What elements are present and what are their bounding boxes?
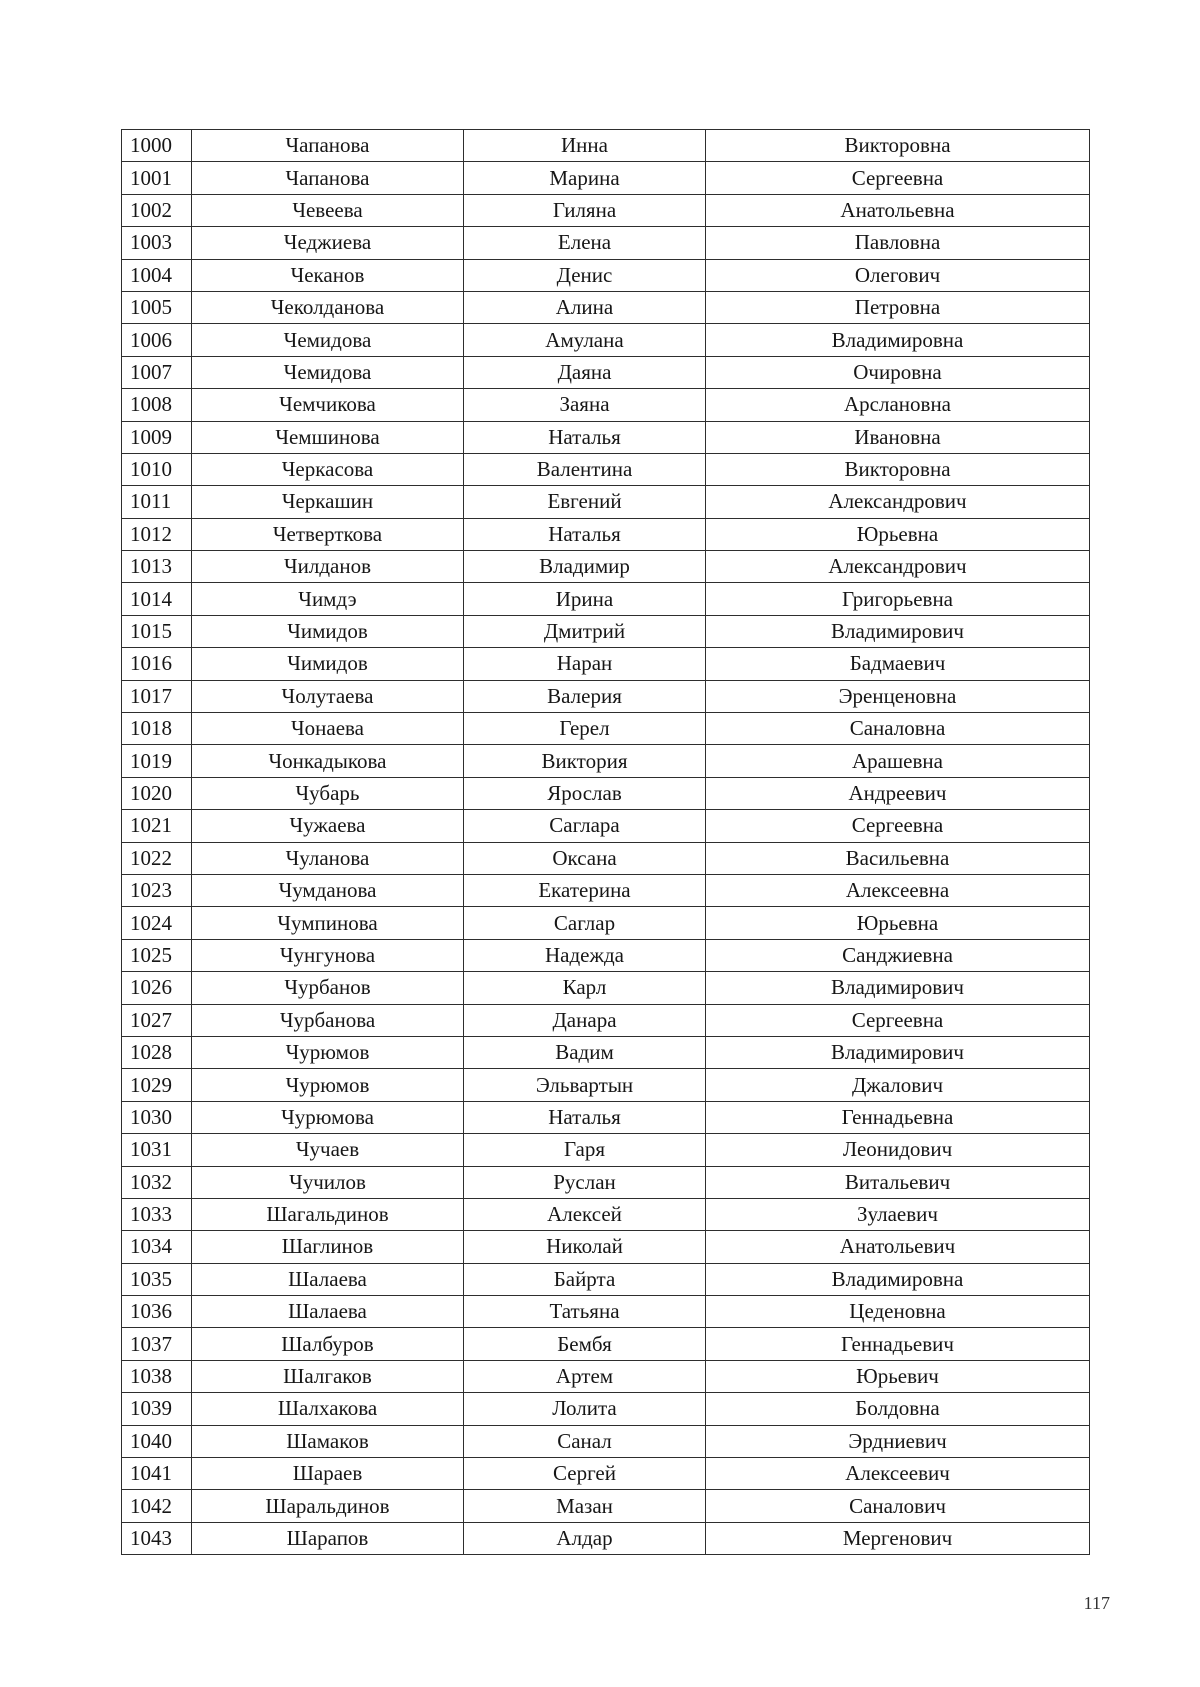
table-row: [122, 583, 1090, 615]
row-number: 1011: [122, 486, 192, 518]
row-number: 1012: [122, 518, 192, 550]
table-row: [122, 1328, 1090, 1360]
table-row: [122, 810, 1090, 842]
first-name-cell: Ярослав: [464, 777, 706, 809]
row-number: 1008: [122, 389, 192, 421]
surname-cell: Шаральдинов: [192, 1490, 464, 1522]
surname-cell: Черкасова: [192, 453, 464, 485]
row-number: 1043: [122, 1522, 192, 1554]
surname-cell: Чонаева: [192, 713, 464, 745]
patronymic-cell: Геннадьевич: [706, 1328, 1090, 1360]
patronymic-cell: Алексеевич: [706, 1458, 1090, 1490]
table-row: [122, 551, 1090, 583]
surname-cell: Черкашин: [192, 486, 464, 518]
first-name-cell: Владимир: [464, 551, 706, 583]
patronymic-cell: Эренценовна: [706, 680, 1090, 712]
first-name-cell: Вадим: [464, 1036, 706, 1068]
table-row: [122, 389, 1090, 421]
table-row: [122, 1231, 1090, 1263]
patronymic-cell: Викторовна: [706, 130, 1090, 162]
table-row: [122, 1522, 1090, 1554]
table-row: [122, 1263, 1090, 1295]
table-row: [122, 1296, 1090, 1328]
surname-cell: Чимидов: [192, 648, 464, 680]
surname-cell: Чурюмов: [192, 1069, 464, 1101]
surname-cell: Чучилов: [192, 1166, 464, 1198]
table-row: [122, 259, 1090, 291]
row-number: 1013: [122, 551, 192, 583]
row-number: 1032: [122, 1166, 192, 1198]
first-name-cell: Байрта: [464, 1263, 706, 1295]
surname-cell: Шамаков: [192, 1425, 464, 1457]
table-row: [122, 972, 1090, 1004]
patronymic-cell: Арашевна: [706, 745, 1090, 777]
table-row: [122, 1458, 1090, 1490]
surname-cell: Чемидова: [192, 356, 464, 388]
table-row: [122, 777, 1090, 809]
patronymic-cell: Андреевич: [706, 777, 1090, 809]
patronymic-cell: Эрдниевич: [706, 1425, 1090, 1457]
row-number: 1002: [122, 194, 192, 226]
table-row: [122, 713, 1090, 745]
first-name-cell: Виктория: [464, 745, 706, 777]
row-number: 1039: [122, 1393, 192, 1425]
roster-table-body: [122, 130, 1090, 1555]
first-name-cell: Герел: [464, 713, 706, 745]
patronymic-cell: Сергеевна: [706, 1004, 1090, 1036]
surname-cell: Чимидов: [192, 615, 464, 647]
surname-cell: Чурюмова: [192, 1101, 464, 1133]
first-name-cell: Артем: [464, 1360, 706, 1392]
first-name-cell: Марина: [464, 162, 706, 194]
patronymic-cell: Арслановна: [706, 389, 1090, 421]
row-number: 1036: [122, 1296, 192, 1328]
surname-cell: Чолутаева: [192, 680, 464, 712]
first-name-cell: Амулана: [464, 324, 706, 356]
first-name-cell: Наталья: [464, 421, 706, 453]
surname-cell: Шагальдинов: [192, 1198, 464, 1230]
first-name-cell: Татьяна: [464, 1296, 706, 1328]
surname-cell: Чумданова: [192, 874, 464, 906]
patronymic-cell: Санджиевна: [706, 939, 1090, 971]
row-number: 1007: [122, 356, 192, 388]
row-number: 1041: [122, 1458, 192, 1490]
first-name-cell: Наталья: [464, 518, 706, 550]
first-name-cell: Сергей: [464, 1458, 706, 1490]
first-name-cell: Николай: [464, 1231, 706, 1263]
surname-cell: Чапанова: [192, 130, 464, 162]
patronymic-cell: Викторовна: [706, 453, 1090, 485]
row-number: 1021: [122, 810, 192, 842]
first-name-cell: Надежда: [464, 939, 706, 971]
row-number: 1015: [122, 615, 192, 647]
patronymic-cell: Александрович: [706, 486, 1090, 518]
first-name-cell: Саглар: [464, 907, 706, 939]
table-row: [122, 907, 1090, 939]
surname-cell: Чимдэ: [192, 583, 464, 615]
patronymic-cell: Сергеевна: [706, 810, 1090, 842]
patronymic-cell: Геннадьевна: [706, 1101, 1090, 1133]
row-number: 1000: [122, 130, 192, 162]
first-name-cell: Ирина: [464, 583, 706, 615]
row-number: 1022: [122, 842, 192, 874]
first-name-cell: Бембя: [464, 1328, 706, 1360]
patronymic-cell: Юрьевич: [706, 1360, 1090, 1392]
first-name-cell: Руслан: [464, 1166, 706, 1198]
row-number: 1037: [122, 1328, 192, 1360]
first-name-cell: Елена: [464, 227, 706, 259]
table-row: [122, 1004, 1090, 1036]
first-name-cell: Валерия: [464, 680, 706, 712]
patronymic-cell: Мергенович: [706, 1522, 1090, 1554]
patronymic-cell: Болдовна: [706, 1393, 1090, 1425]
first-name-cell: Гаря: [464, 1134, 706, 1166]
table-row: [122, 1036, 1090, 1068]
first-name-cell: Наталья: [464, 1101, 706, 1133]
row-number: 1029: [122, 1069, 192, 1101]
first-name-cell: Саглара: [464, 810, 706, 842]
table-row: [122, 680, 1090, 712]
patronymic-cell: Зулаевич: [706, 1198, 1090, 1230]
patronymic-cell: Васильевна: [706, 842, 1090, 874]
surname-cell: Чунгунова: [192, 939, 464, 971]
first-name-cell: Даяна: [464, 356, 706, 388]
table-row: [122, 648, 1090, 680]
surname-cell: Чемчикова: [192, 389, 464, 421]
row-number: 1017: [122, 680, 192, 712]
first-name-cell: Алексей: [464, 1198, 706, 1230]
surname-cell: Чеканов: [192, 259, 464, 291]
row-number: 1006: [122, 324, 192, 356]
row-number: 1009: [122, 421, 192, 453]
table-row: [122, 130, 1090, 162]
row-number: 1018: [122, 713, 192, 745]
patronymic-cell: Витальевич: [706, 1166, 1090, 1198]
table-row: [122, 453, 1090, 485]
surname-cell: Шалбуров: [192, 1328, 464, 1360]
first-name-cell: Данара: [464, 1004, 706, 1036]
surname-cell: Четверткова: [192, 518, 464, 550]
patronymic-cell: Юрьевна: [706, 518, 1090, 550]
surname-cell: Чучаев: [192, 1134, 464, 1166]
table-row: [122, 1069, 1090, 1101]
row-number: 1033: [122, 1198, 192, 1230]
surname-cell: Чемшинова: [192, 421, 464, 453]
surname-cell: Шарапов: [192, 1522, 464, 1554]
patronymic-cell: Цеденовна: [706, 1296, 1090, 1328]
surname-cell: Чилданов: [192, 551, 464, 583]
table-row: [122, 1134, 1090, 1166]
first-name-cell: Екатерина: [464, 874, 706, 906]
patronymic-cell: Джалович: [706, 1069, 1090, 1101]
row-number: 1010: [122, 453, 192, 485]
surname-cell: Шалаева: [192, 1296, 464, 1328]
row-number: 1023: [122, 874, 192, 906]
first-name-cell: Алина: [464, 291, 706, 323]
table-row: [122, 227, 1090, 259]
patronymic-cell: Владимирович: [706, 1036, 1090, 1068]
surname-cell: Чеколданова: [192, 291, 464, 323]
surname-cell: Шалгаков: [192, 1360, 464, 1392]
patronymic-cell: Саналовна: [706, 713, 1090, 745]
table-row: [122, 1198, 1090, 1230]
surname-cell: Шалаева: [192, 1263, 464, 1295]
table-row: [122, 421, 1090, 453]
row-number: 1001: [122, 162, 192, 194]
row-number: 1042: [122, 1490, 192, 1522]
patronymic-cell: Владимировна: [706, 1263, 1090, 1295]
first-name-cell: Валентина: [464, 453, 706, 485]
patronymic-cell: Бадмаевич: [706, 648, 1090, 680]
row-number: 1020: [122, 777, 192, 809]
surname-cell: Чурбанов: [192, 972, 464, 1004]
patronymic-cell: Владимирович: [706, 615, 1090, 647]
table-row: [122, 1393, 1090, 1425]
row-number: 1026: [122, 972, 192, 1004]
surname-cell: Чужаева: [192, 810, 464, 842]
first-name-cell: Лолита: [464, 1393, 706, 1425]
surname-cell: Чуланова: [192, 842, 464, 874]
table-row: [122, 162, 1090, 194]
table-row: [122, 1360, 1090, 1392]
surname-cell: Чапанова: [192, 162, 464, 194]
table-row: [122, 291, 1090, 323]
table-row: [122, 324, 1090, 356]
patronymic-cell: Алексеевна: [706, 874, 1090, 906]
first-name-cell: Наран: [464, 648, 706, 680]
table-row: [122, 1425, 1090, 1457]
row-number: 1034: [122, 1231, 192, 1263]
page-number: 117: [1083, 1593, 1110, 1613]
table-row: [122, 486, 1090, 518]
table-row: [122, 194, 1090, 226]
first-name-cell: Мазан: [464, 1490, 706, 1522]
first-name-cell: Алдар: [464, 1522, 706, 1554]
first-name-cell: Санал: [464, 1425, 706, 1457]
row-number: 1024: [122, 907, 192, 939]
row-number: 1038: [122, 1360, 192, 1392]
surname-cell: Шалхакова: [192, 1393, 464, 1425]
patronymic-cell: Юрьевна: [706, 907, 1090, 939]
row-number: 1025: [122, 939, 192, 971]
surname-cell: Чонкадыкова: [192, 745, 464, 777]
row-number: 1016: [122, 648, 192, 680]
table-row: [122, 874, 1090, 906]
table-row: [122, 1101, 1090, 1133]
surname-cell: Чубарь: [192, 777, 464, 809]
table-row: [122, 356, 1090, 388]
row-number: 1004: [122, 259, 192, 291]
patronymic-cell: Ивановна: [706, 421, 1090, 453]
table-row: [122, 842, 1090, 874]
row-number: 1019: [122, 745, 192, 777]
patronymic-cell: Петровна: [706, 291, 1090, 323]
row-number: 1035: [122, 1263, 192, 1295]
row-number: 1027: [122, 1004, 192, 1036]
patronymic-cell: Александрович: [706, 551, 1090, 583]
surname-cell: Чурбанова: [192, 1004, 464, 1036]
roster-sheet: [121, 129, 1089, 1555]
patronymic-cell: Владимировна: [706, 324, 1090, 356]
surname-cell: Чеджиева: [192, 227, 464, 259]
patronymic-cell: Павловна: [706, 227, 1090, 259]
patronymic-cell: Очировна: [706, 356, 1090, 388]
surname-cell: Чумпинова: [192, 907, 464, 939]
first-name-cell: Заяна: [464, 389, 706, 421]
patronymic-cell: Сергеевна: [706, 162, 1090, 194]
first-name-cell: Инна: [464, 130, 706, 162]
patronymic-cell: Владимирович: [706, 972, 1090, 1004]
first-name-cell: Оксана: [464, 842, 706, 874]
row-number: 1031: [122, 1134, 192, 1166]
row-number: 1003: [122, 227, 192, 259]
patronymic-cell: Анатольевич: [706, 1231, 1090, 1263]
surname-cell: Чурюмов: [192, 1036, 464, 1068]
patronymic-cell: Григорьевна: [706, 583, 1090, 615]
table-row: [122, 1490, 1090, 1522]
row-number: 1014: [122, 583, 192, 615]
surname-cell: Шараев: [192, 1458, 464, 1490]
table-row: [122, 745, 1090, 777]
patronymic-cell: Саналович: [706, 1490, 1090, 1522]
first-name-cell: Дмитрий: [464, 615, 706, 647]
patronymic-cell: Анатольевна: [706, 194, 1090, 226]
patronymic-cell: Леонидович: [706, 1134, 1090, 1166]
surname-cell: Чевеева: [192, 194, 464, 226]
row-number: 1028: [122, 1036, 192, 1068]
patronymic-cell: Олегович: [706, 259, 1090, 291]
first-name-cell: Гиляна: [464, 194, 706, 226]
first-name-cell: Эльвартын: [464, 1069, 706, 1101]
roster-table: [121, 129, 1090, 1555]
first-name-cell: Денис: [464, 259, 706, 291]
row-number: 1040: [122, 1425, 192, 1457]
surname-cell: Чемидова: [192, 324, 464, 356]
table-row: [122, 518, 1090, 550]
row-number: 1030: [122, 1101, 192, 1133]
table-row: [122, 615, 1090, 647]
row-number: 1005: [122, 291, 192, 323]
first-name-cell: Карл: [464, 972, 706, 1004]
table-row: [122, 939, 1090, 971]
first-name-cell: Евгений: [464, 486, 706, 518]
table-row: [122, 1166, 1090, 1198]
surname-cell: Шаглинов: [192, 1231, 464, 1263]
